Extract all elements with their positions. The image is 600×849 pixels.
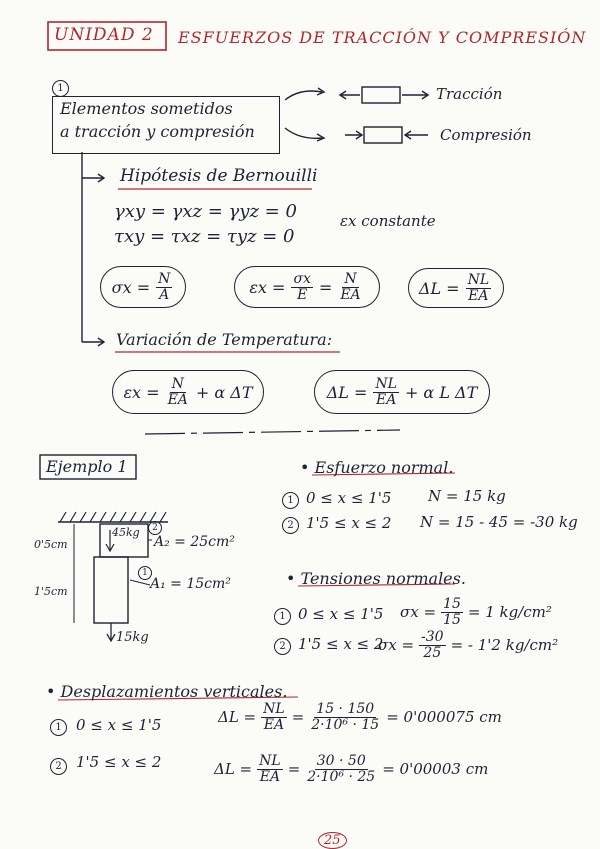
diagram-area-2: A₂ = 25cm² — [154, 534, 235, 550]
d1-den: EA — [263, 716, 285, 733]
ten1-range: 0 ≤ x ≤ 1'5 — [298, 605, 384, 623]
ten-circle-2: 2 — [274, 638, 291, 655]
diagram-len-bottom: 1'5cm — [34, 585, 68, 598]
desp-circle-2: 2 — [50, 758, 67, 775]
d2-res: = 0'00003 cm — [382, 760, 489, 779]
f1-num: N — [158, 270, 171, 287]
d1-den2: 2·10⁶ · 15 — [311, 716, 380, 733]
t1-num: N — [171, 375, 184, 392]
example-title: Ejemplo 1 — [46, 457, 128, 476]
esf-circle-2: 2 — [282, 517, 299, 534]
f3-num: NL — [467, 271, 490, 288]
d1-num: NL — [263, 701, 285, 717]
section-number: 1 — [52, 80, 69, 97]
desp-heading: • Desplazamientos verticales. — [46, 682, 288, 701]
esf1-value: N = 15 kg — [428, 487, 506, 505]
d1-res: = 0'000075 cm — [386, 708, 502, 727]
unit-label: UNIDAD 2 — [54, 25, 154, 45]
d2-den: EA — [259, 768, 281, 785]
t1-rest: + α ΔT — [195, 382, 253, 402]
formula-thermal-elongation — [314, 370, 490, 414]
tensiones-heading: • Tensiones normales. — [286, 569, 466, 588]
hipotesis-heading: Hipótesis de Bernouilli — [120, 166, 318, 186]
ten2-range: 1'5 ≤ x ≤ 2 — [298, 635, 384, 653]
desp-title: Desplazamientos verticales. — [60, 682, 288, 701]
esf2-range: 1'5 ≤ x ≤ 2 — [306, 514, 392, 532]
f2-eq: = — [318, 277, 333, 297]
diagram-mark-2: 2 — [148, 521, 162, 535]
f2-num1: σx — [293, 270, 311, 287]
formula-elongation — [408, 268, 504, 308]
traccion-label: Tracción — [436, 85, 503, 103]
f1-den: A — [159, 286, 170, 303]
diagram-mark-1: 1 — [138, 566, 152, 580]
t1-lhs: εx = — [123, 382, 160, 402]
d2-lhs: ΔL = — [214, 760, 253, 779]
diagram-load-bottom: 15kg — [116, 630, 149, 645]
formula-stress — [100, 266, 186, 308]
ten2-num: -30 — [421, 629, 444, 645]
d2-num: NL — [259, 753, 281, 769]
ten2-formula — [378, 630, 558, 660]
shear-strain-eq: γxy = γxz = γyz = 0 — [114, 201, 297, 222]
f3-lhs: ΔL = — [418, 278, 460, 298]
ex-constante: εx constante — [340, 212, 436, 230]
t2-num: NL — [375, 375, 397, 392]
f3-den: EA — [468, 287, 489, 304]
tensiones-title: Tensiones normales. — [300, 569, 466, 588]
box-line-2: a tracción y compresión — [60, 122, 255, 141]
ten2-res: = - 1'2 kg/cm² — [450, 636, 559, 655]
ten2-lhs: σx = — [378, 636, 415, 655]
box-line-1: Elementos sometidos — [60, 99, 233, 118]
diagram-len-top: 0'5cm — [34, 538, 68, 551]
f2-den2: EA — [340, 286, 361, 303]
diagram-area-1: A₁ = 15cm² — [150, 576, 231, 592]
d1-lhs: ΔL = — [218, 708, 257, 727]
d1-num2: 15 · 150 — [316, 701, 375, 717]
ten1-den: 15 — [443, 611, 461, 628]
d1-range: 0 ≤ x ≤ 1'5 — [76, 716, 162, 734]
t2-lhs: ΔL = — [326, 382, 368, 402]
t2-den: EA — [375, 391, 397, 408]
d2-eq: = — [287, 760, 301, 779]
f2-num2: N — [344, 270, 357, 287]
diagram-load-top: 45kg — [112, 526, 140, 539]
page-title: ESFUERZOS DE TRACCIÓN Y COMPRESIÓN — [178, 28, 587, 47]
t1-den: EA — [167, 391, 188, 408]
t2-rest: + α L ΔT — [404, 382, 478, 402]
desp-circle-1: 1 — [50, 719, 67, 736]
esfuerzo-title: Esfuerzo normal. — [314, 458, 454, 477]
formula-thermal-strain — [112, 370, 264, 414]
ten1-num: 15 — [443, 596, 461, 612]
shear-stress-eq: τxy = τxz = τyz = 0 — [114, 226, 295, 247]
ten1-formula — [400, 597, 552, 627]
esf-circle-1: 1 — [282, 492, 299, 509]
ten1-res: = 1 kg/cm² — [467, 603, 552, 622]
f2-den1: E — [297, 286, 308, 303]
d1-formula — [218, 702, 502, 732]
page-number: 25 — [318, 832, 347, 849]
ten2-den: 25 — [423, 644, 442, 661]
d2-range: 1'5 ≤ x ≤ 2 — [76, 753, 162, 771]
ten1-lhs: σx = — [400, 603, 437, 622]
d2-formula — [214, 754, 488, 784]
d1-eq: = — [291, 708, 305, 727]
esf1-range: 0 ≤ x ≤ 1'5 — [306, 489, 392, 507]
f2-lhs: εx = — [249, 277, 286, 297]
esf2-value: N = 15 - 45 = -30 kg — [420, 513, 578, 531]
formula-strain — [234, 266, 380, 308]
compresion-label: Compresión — [440, 126, 532, 144]
ten-circle-1: 1 — [274, 608, 291, 625]
d2-num2: 30 · 50 — [316, 753, 366, 769]
f1-lhs: σx = — [111, 277, 151, 297]
variacion-heading: Variación de Temperatura: — [116, 330, 333, 349]
esfuerzo-heading: • Esfuerzo normal. — [300, 458, 454, 477]
d2-den2: 2·10⁶ · 25 — [307, 768, 376, 785]
